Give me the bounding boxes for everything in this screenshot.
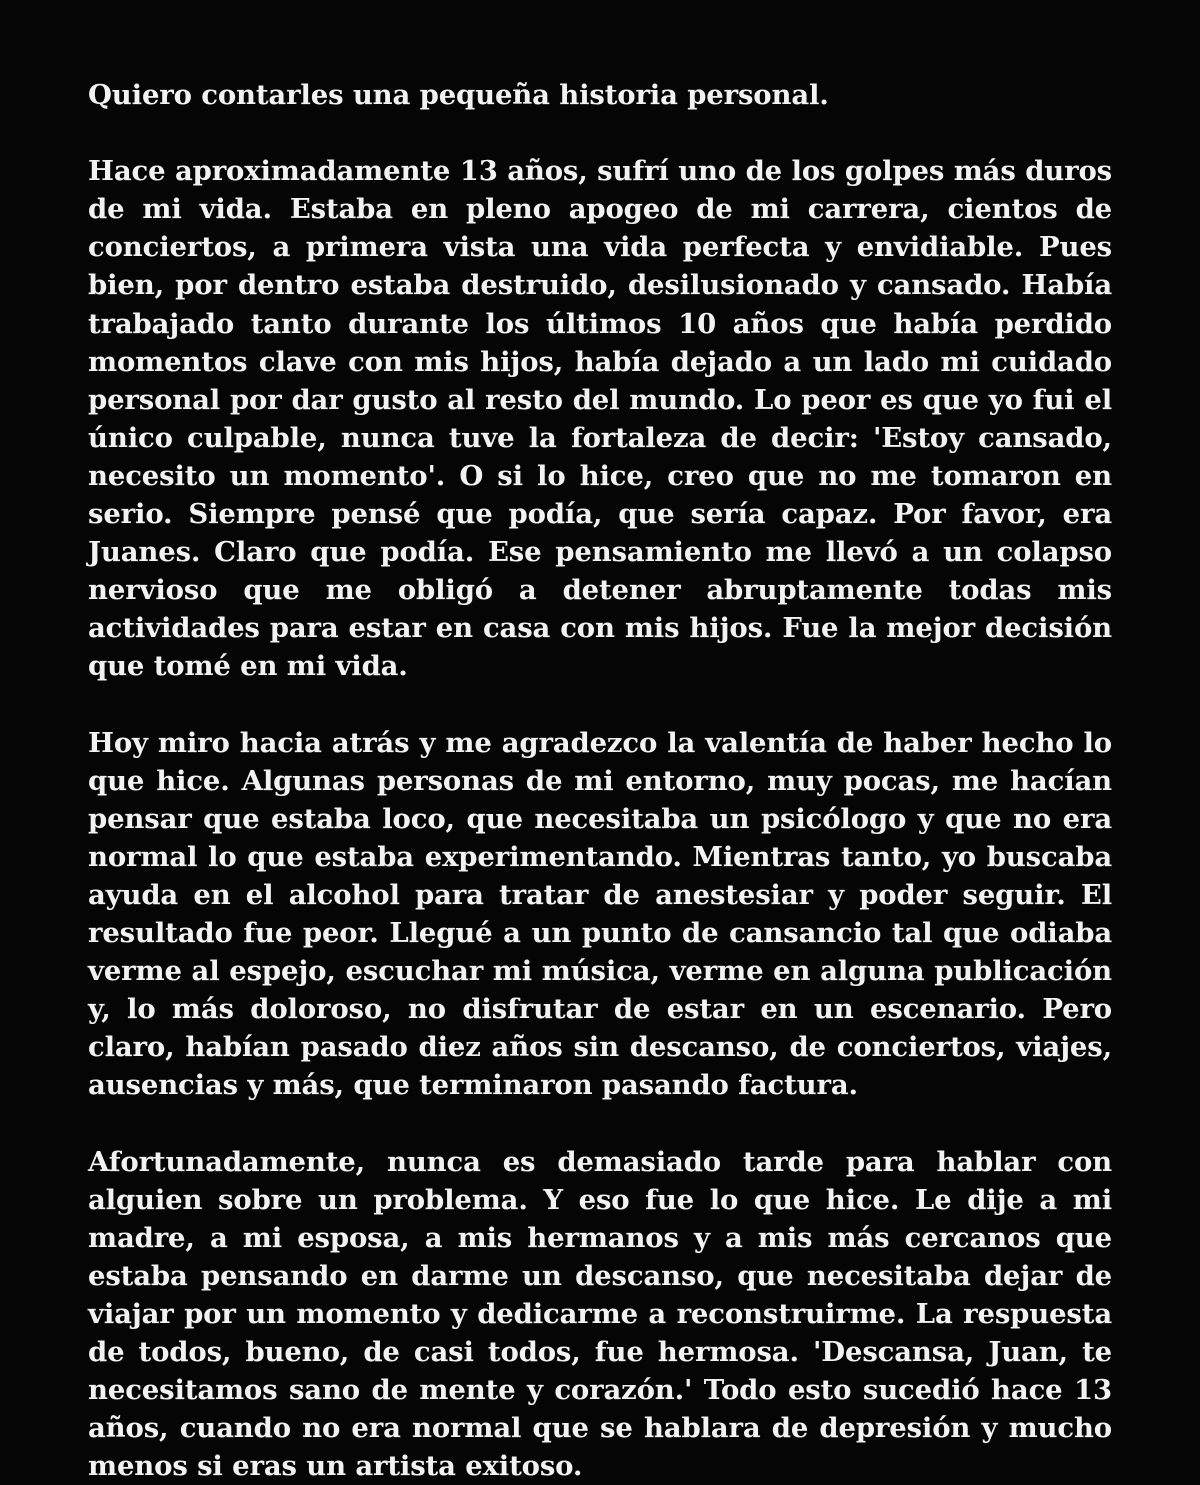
paragraph-recovery: Afortunadamente, nunca es demasiado tarde para hablar con alguien sobre un problema. Y eso fue lo que hice. Le dije a mi madre, a mi esposa, a mis hermanos y a mis más cercanos que estaba pensando en darme un descanso, que necesitaba dejar de viajar por un momento y dedicarme a reconstruirme. La respuesta de todos, bueno, de casi todos, fue hermosa. 'Descansa, Juan, te necesitamos sano de mente y corazón.' Todo esto sucedió hace 13 años, cuando no era normal que se hablara de depresión y mucho menos si eras un artista exitoso.	[88, 1145, 1112, 1483]
paragraph-reflection: Hoy miro hacia atrás y me agradezco la valentía de haber hecho lo que hice. Algunas personas de mi entorno, muy pocas, me hacían pensar que estaba loco, que necesitaba un psicólogo y que no era normal lo que estaba experimentando. Mientras tanto, yo buscaba ayuda en el alcohol para tratar de anestesiar y poder seguir. El resultado fue peor. Llegué a un punto de cansancio tal que odiaba verme al espejo, escuchar mi música, verme en alguna publicación y, lo más doloroso, no disfrutar de estar en un escenario. Pero claro, habían pasado diez años sin descanso, de conciertos, viajes, ausencias y más, que terminaron pasando factura.	[88, 726, 1112, 1102]
paragraph-intro: Quiero contarles una pequeña historia personal.	[88, 79, 829, 111]
statement-text	[88, 76, 1112, 1485]
paragraph-burnout: Hace aproximadamente 13 años, sufrí uno de los golpes más duros de mi vida. Estaba en pleno apogeo de mi carrera, cientos de conciertos, a primera vista una vida perfecta y envidiable. Pues bien, por dentro estaba destruido, desilusionado y cansado. Había trabajado tanto durante los últimos 10 años que había perdido momentos clave con mis hijos, había dejado a un lado mi cuidado personal por dar gusto al resto del mundo. Lo peor es que yo fui el único culpable, nunca tuve la fortaleza de decir: 'Estoy cansado, necesito un momento'. O si lo hice, creo que no me tomaron en serio. Siempre pensé que podía, que sería capaz. Por favor, era Juanes. Claro que podía. Ese pensamiento me llevó a un colapso nervioso que me obligó a detener abruptamente todas mis actividades para estar en casa con mis hijos. Fue la mejor decisión que tomé en mi vida.	[88, 155, 1112, 683]
